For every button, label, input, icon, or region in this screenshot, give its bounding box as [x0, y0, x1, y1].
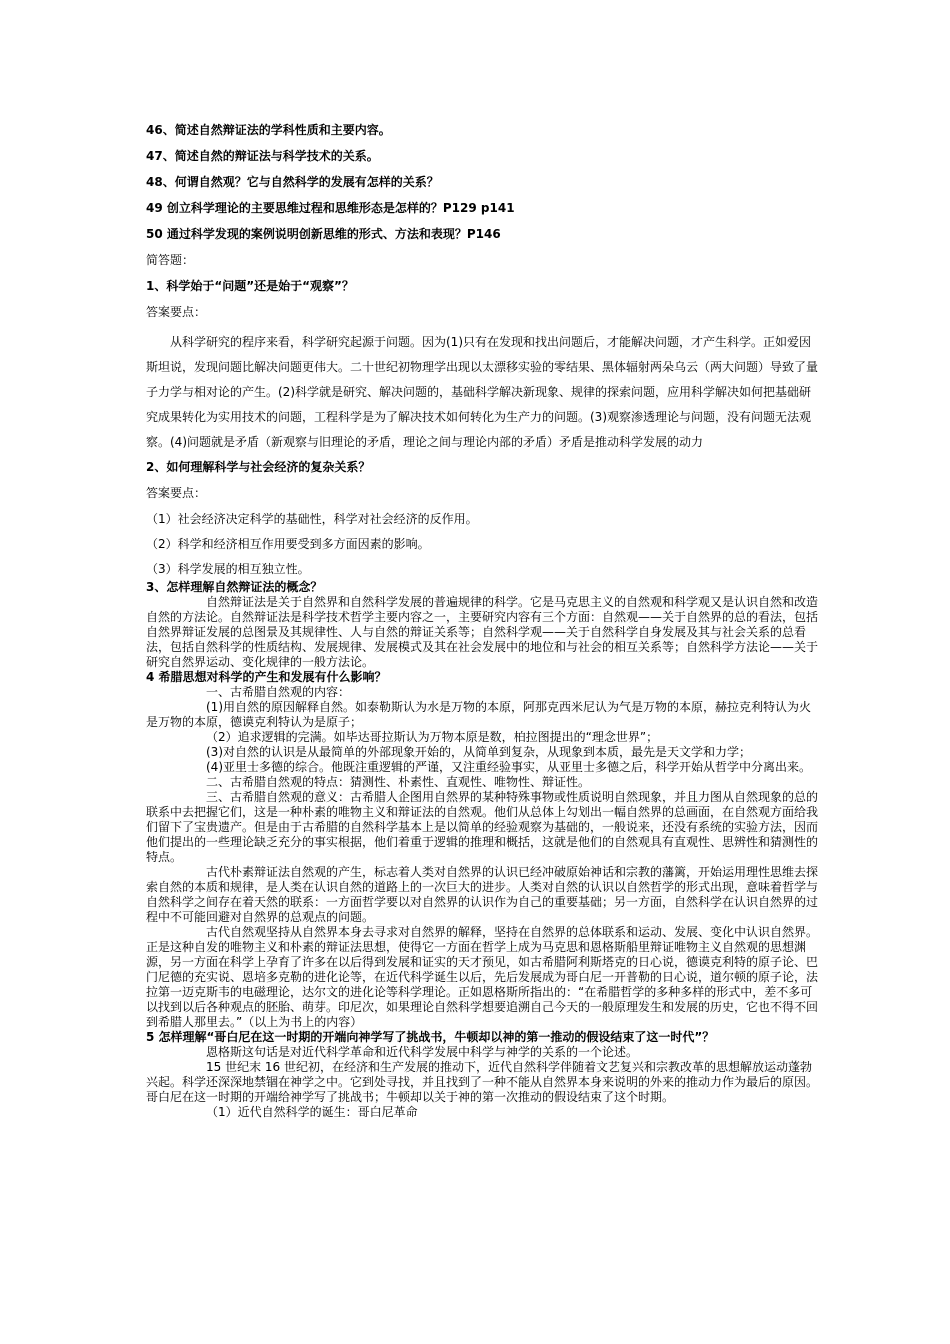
q5-line-1: 恩格斯这句话是对近代科学革命和近代科学发展中科学与神学的关系的一个论述。 — [206, 1045, 639, 1059]
q2-point-2: （2）科学和经济相互作用要受到多方面因素的影响。 — [146, 537, 430, 551]
q4-line-9: 古代自然观坚持从自然界本身去寻求对自然界的解释，坚持在自然界的总体联系和运动、发展、变化中认识自然界。正是这种自发的唯物主义和朴素的辩证法思想，使得它一方面在哲学上成为马克思和恩格斯船里辩证唯物主义自然观的思想渊源，另一方面在科学上孕育了许多在以后得到发展和证实的天才预见，如古希腊阿利斯塔克的日心说，德谟克利特的原子论、巴门尼德的充实说、恩培多克勒的进化论等，在近代科学诞生以后，先后发展成为哥白尼一开普勒的日心说，道尔顿的原子论，法拉第一迈克斯韦的电磁理论，达尔文的进化论等科学理论。正如恩格斯所指出的：“在希腊哲学的多种多样的形式中，差不多可以找到以后各种观点的胚胎、萌芽。印尼次，如果理论自然科学想要追溯自己今天的一般原理发生和发展的历史，它也不得不回到希腊人那里去。”（以上为书上的内容） — [146, 925, 819, 1029]
q4-line-1: 一、古希腊自然观的内容： — [206, 685, 351, 699]
q1-answer-label: 答案要点： — [146, 305, 207, 319]
q4-line-5: (4)亚里士多德的综合。他既注重逻辑的严谨，又注重经验事实，从亚里士多德之后，科学开始从哲学中分离出来。 — [206, 760, 812, 774]
q1-answer-body: 从科学研究的程序来看，科学研究起源于问题。因为(1)只有在发现和找出问题后，才能解决问题，才产生科学。正如爱因斯坦说，发现问题比解决问题更伟大。二十世纪初物理学出现以太漂移实验的零结果、黑体辐射两朵乌云（两大问题）导致了量子力学与相对论的产生。(2)科学就是研究、解决问题的，基础科学解决新现象、规律的探索问题，应用科学解决如何把基础研究成果转化为实用技术的问题，工程科学是为了解决技术如何转化为生产力的问题。(3)观察渗透理论与问题，没有问题无法观察。(4)问题就是矛盾（新观察与旧理论的矛盾，理论之间与理论内部的矛盾）矛盾是推动科学发展的动力 — [146, 335, 819, 449]
q5-title: 5 怎样理解“哥白尼在这一时期的开端向神学写了挑战书，牛顿却以神的第一推动的假设结束了这一时代”？ — [146, 1030, 715, 1044]
q4-line-7: 三、古希腊自然观的意义：古希腊人企图用自然界的某种特殊事物或性质说明自然现象，并且力图从自然现象的总的联系中去把握它们，这是一种朴素的唯物主义和辩证法的自然观。他们从总体上勾划出一幅自然界的总画面，在自然观方面给我们留下了宝贵遗产。但是由于古希腊的自然科学基本上是以简单的经验观察为基础的，一般说来，还没有系统的实验方法，因而他们提出的一些理论缺乏充分的事实根据，他们着重于逻辑的推理和概括，这就是他们的自然观具有直观性、思辨性和猜测性的特点。 — [146, 790, 819, 864]
q4-line-4: (3)对自然的认识是从最简单的外部现象开始的，从简单到复杂，从现象到本质，最先是天文学和力学； — [206, 745, 752, 759]
q4-line-6: 二、古希腊自然观的特点：猜测性、朴素性、直观性、唯物性、辩证性。 — [206, 775, 591, 789]
document-content — [146, 122, 818, 1120]
question-47: 47、简述自然的辩证法与科学技术的关系。 — [146, 149, 379, 163]
dense-section — [146, 580, 818, 1120]
q4-line-2: (1)用自然的原因解释自然。如泰勒斯认为水是万物的本原，阿那克西米尼认为气是万物的本原，赫拉克利特认为火是万物的本原，德谟克利特认为是原子； — [146, 700, 812, 729]
q2-point-3: （3）科学发展的相互独立性。 — [146, 562, 310, 576]
q2-answer-label: 答案要点： — [146, 486, 207, 500]
q2-title: 2、如何理解科学与社会经济的复杂关系？ — [146, 460, 371, 474]
question-50: 50 通过科学发现的案例说明创新思维的形式、方法和表现？P146 — [146, 227, 501, 241]
q2-point-1: （1）社会经济决定科学的基础性，科学对社会经济的反作用。 — [146, 512, 478, 526]
q4-line-8: 古代朴素辩证法自然观的产生，标志着人类对自然界的认识已经冲破原始神话和宗教的藩篱，开始运用理性思维去探索自然的本质和规律，是人类在认识自然的道路上的一次巨大的进步。人类对自然的认识以自然哲学的形式出现，意味着哲学与自然科学之间存在着天然的联系：一方面哲学要以对自然界的认识作为自己的重要基础；另一方面，自然科学在认识自然界的过程中不可能回避对自然界的总观点的问题。 — [146, 865, 819, 924]
q4-line-3: （2）追求逻辑的完满。如毕达哥拉斯认为万物本原是数，柏拉图提出的“理念世界”； — [206, 730, 659, 744]
q1-title: 1、科学始于“问题”还是始于“观察”？ — [146, 279, 354, 293]
section-label: 简答题： — [146, 253, 195, 267]
q4-title: 4 希腊思想对科学的产生和发展有什么影响？ — [146, 670, 387, 684]
question-48: 48、何谓自然观？它与自然科学的发展有怎样的关系？ — [146, 175, 439, 189]
question-49: 49 创立科学理论的主要思维过程和思维形态是怎样的？P129 p141 — [146, 201, 515, 215]
q3-title: 3、怎样理解自然辩证法的概念？ — [146, 580, 323, 594]
q5-line-3: （1）近代自然科学的诞生：哥白尼革命 — [206, 1105, 418, 1119]
q5-line-2: 15 世纪末 16 世纪初，在经济和生产发展的推动下，近代自然科学伴随着文艺复兴和宗教改革的思想解放运动蓬勃兴起。科学还深深地禁锢在神学之中。它到处寻找，并且找到了一种不能从自然界本身来说明的外来的推动力作为最后的原因。哥白尼在这一时期的开端给神学写了挑战书；牛顿却以关于神的第一次推动的假设结束了这个时期。 — [146, 1060, 819, 1104]
question-46: 46、简述自然辩证法的学科性质和主要内容。 — [146, 123, 391, 137]
q3-body: 自然辩证法是关于自然界和自然科学发展的普遍规律的科学。它是马克思主义的自然观和科学观又是认识自然和改造自然的方法论。自然辩证法是科学技术哲学主要内容之一，主要研究内容有三个方面：自然观——关于自然界的总的看法，包括自然界辩证发展的总图景及其规律性、人与自然的辩证关系等；自然科学观——关于自然科学自身发展及其与社会关系的总看法，包括自然科学的性质结构、发展规律、发展模式及其在社会发展中的地位和与社会的相互关系等；自然科学方法论——关于研究自然界运动、变化规律的一般方法论。 — [146, 595, 819, 669]
